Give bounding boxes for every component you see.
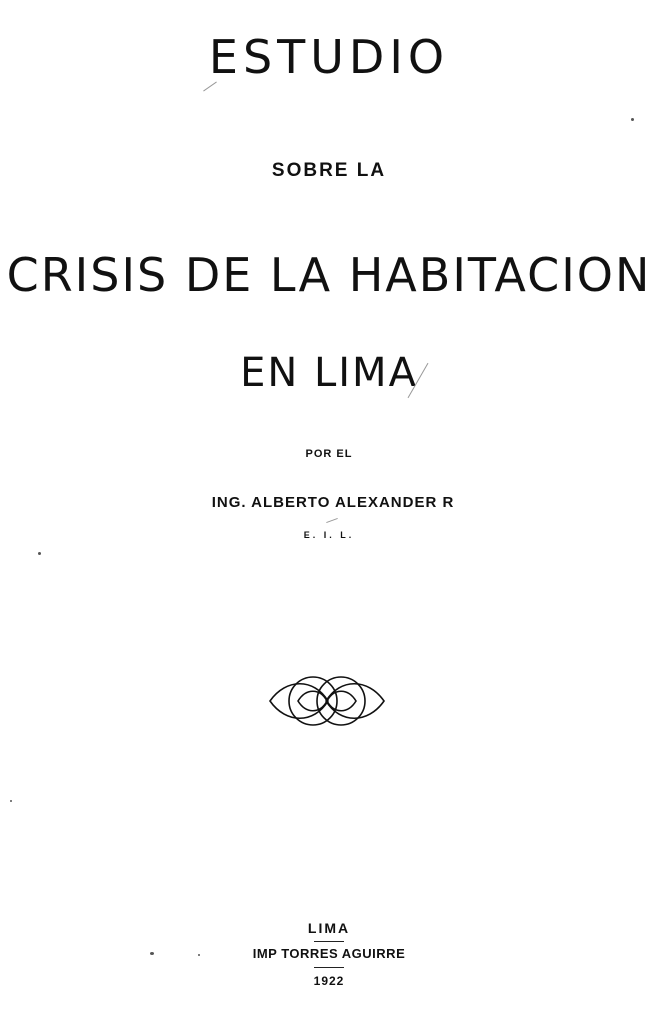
imprint-rule-top [314,941,344,942]
imprint-rule-bottom [314,967,344,968]
title-en-lima: EN LIMA [240,350,418,396]
title-sobre-la: SOBRE LA [271,160,387,181]
byline-author: ING. ALBERTO ALEXANDER R [211,494,455,511]
paper-speck [150,952,154,955]
pencil-mark [326,518,338,523]
paper-speck [631,118,634,121]
byline-por-el: POR EL [305,448,353,460]
paper-speck [198,954,200,956]
imprint-city: LIMA [307,920,351,936]
imprint-year: 1922 [313,974,345,988]
byline-credentials: E. I. L. [303,530,355,540]
title-crisis-habitacion: CRISIS DE LA HABITACION [6,248,652,302]
imprint-printer: IMP TORRES AGUIRRE [252,946,406,961]
title-estudio: ESTUDIO [208,30,450,84]
paper-speck [38,552,41,555]
paper-speck [10,800,12,802]
interlaced-rings-ornament-icon [268,672,386,730]
